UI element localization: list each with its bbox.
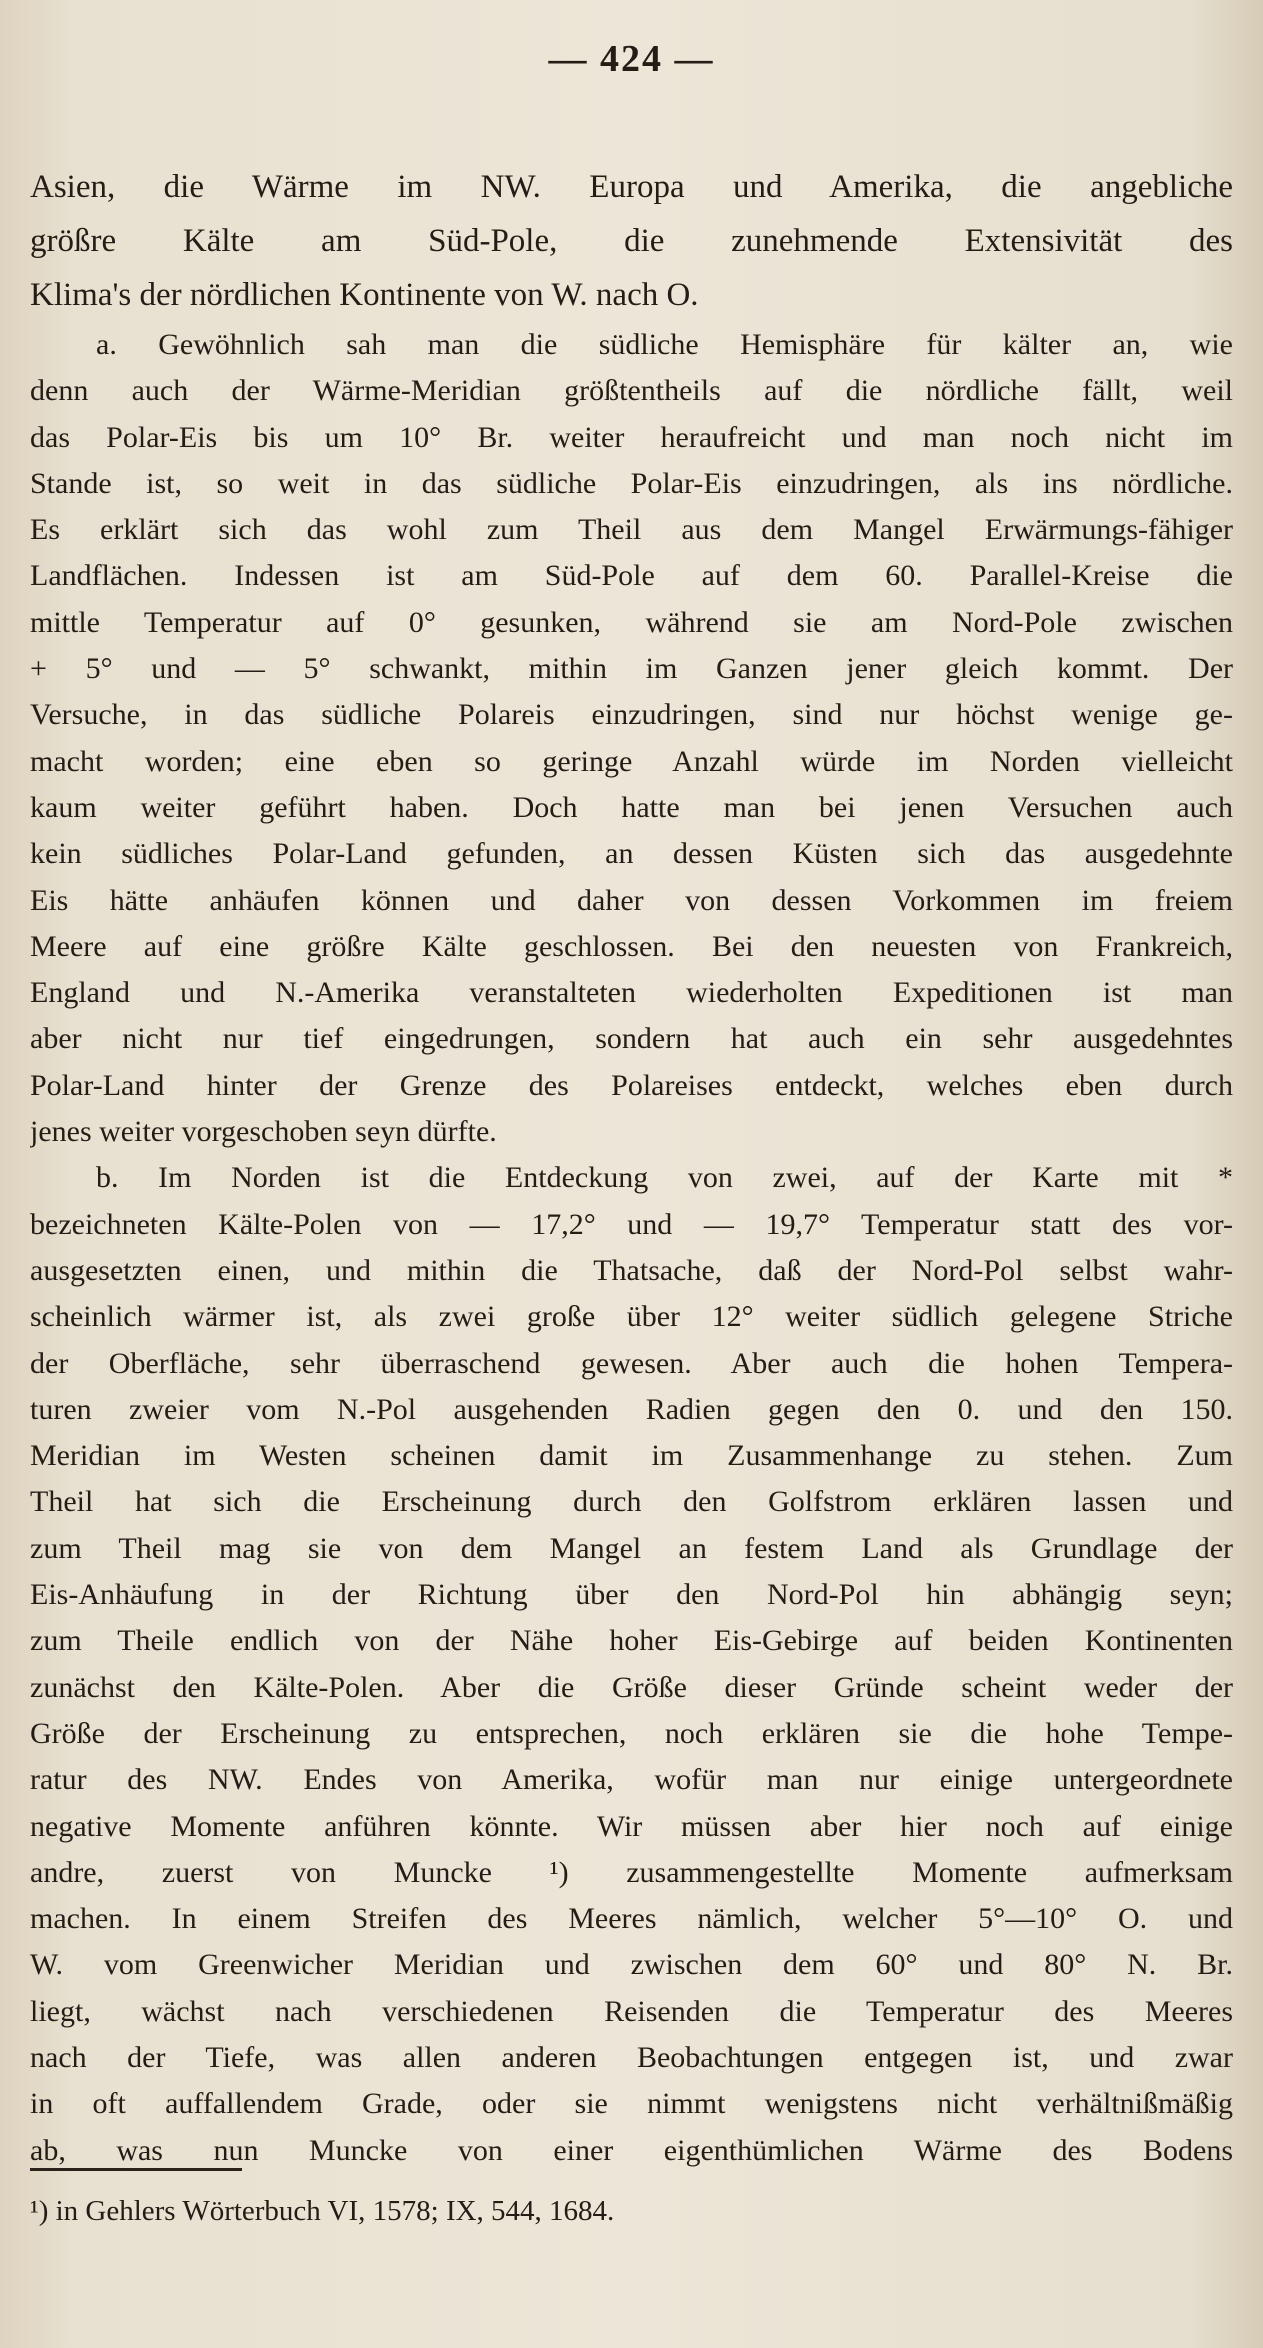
footnote-divider — [30, 2168, 242, 2171]
text-line: zum Theile endlich von der Nähe hoher Eis-Gebirge auf beiden Kontinenten — [30, 1624, 1233, 1658]
text-line: das Polar-Eis bis um 10° Br. weiter heraufreicht und man noch nicht im — [30, 420, 1233, 454]
text-line: England und N.-Amerika veranstalteten wiederholten Expeditionen ist man — [30, 976, 1233, 1010]
text-line: kaum weiter geführt haben. Doch hatte man bei jenen Versuchen auch — [30, 790, 1233, 824]
text-line: machen. In einem Streifen des Meeres nämlich, welcher 5°—10° O. und — [30, 1902, 1233, 1936]
text-line: Stande ist, so weit in das südliche Polar-Eis einzudringen, als ins nördliche. — [30, 466, 1233, 500]
text-line: ab, was nun Muncke von einer eigenthümlichen Wärme des Bodens — [30, 2133, 1233, 2167]
text-line: Klima's der nördlichen Kontinente von W. nach O. — [30, 277, 699, 313]
text-line: der Oberfläche, sehr überraschend gewesen. Aber auch die hohen Tempera- — [30, 1346, 1233, 1380]
text-line: macht worden; eine eben so geringe Anzahl würde im Norden vielleicht — [30, 744, 1233, 778]
text-line: denn auch der Wärme-Meridian größtentheils auf die nördliche fällt, weil — [30, 374, 1233, 408]
page-number: — 424 — — [548, 38, 715, 80]
text-line: Es erklärt sich das wohl zum Theil aus dem Mangel Erwärmungs-fähiger — [30, 513, 1233, 547]
text-line: Meere auf eine größre Kälte geschlossen. Bei den neuesten von Frankreich, — [30, 929, 1233, 963]
text-line: W. vom Greenwicher Meridian und zwischen dem 60° und 80° N. Br. — [30, 1948, 1233, 1982]
text-line: bezeichneten Kälte-Polen von — 17,2° und — 19,7° Temperatur statt des vor- — [30, 1207, 1233, 1241]
text-line: zunächst den Kälte-Polen. Aber die Größe dieser Gründe scheint weder der — [30, 1670, 1233, 1704]
text-line: größre Kälte am Süd-Pole, die zunehmende Extensivität des — [30, 223, 1233, 259]
text-line: scheinlich wärmer ist, als zwei große über 12° weiter südlich gelegene Striche — [30, 1300, 1233, 1334]
text-line: b. Im Norden ist die Entdeckung von zwei, auf der Karte mit * — [96, 1161, 1233, 1195]
text-line: jenes weiter vorgeschoben seyn dürfte. — [30, 1115, 497, 1149]
text-line: mittle Temperatur auf 0° gesunken, während sie am Nord-Pole zwischen — [30, 605, 1233, 639]
text-line: negative Momente anführen könnte. Wir müssen aber hier noch auf einige — [30, 1809, 1233, 1843]
text-line: Landflächen. Indessen ist am Süd-Pole auf dem 60. Parallel-Kreise die — [30, 559, 1233, 593]
text-line: kein südliches Polar-Land gefunden, an dessen Küsten sich das ausgedehnte — [30, 837, 1233, 871]
text-line: Eis hätte anhäufen können und daher von dessen Vorkommen im freiem — [30, 883, 1233, 917]
text-line: Eis-Anhäufung in der Richtung über den Nord-Pol hin abhängig seyn; — [30, 1578, 1233, 1612]
text-line: Polar-Land hinter der Grenze des Polareises entdeckt, welches eben durch — [30, 1068, 1233, 1102]
text-line: in oft auffallendem Grade, oder sie nimmt wenigstens nicht verhältnißmäßig — [30, 2087, 1233, 2121]
text-line: ausgesetzten einen, und mithin die Thatsache, daß der Nord-Pol selbst wahr- — [30, 1253, 1233, 1287]
footnote: ¹) in Gehlers Wörterbuch VI, 1578; IX, 544, 1684. — [30, 2195, 615, 2227]
text-line: + 5° und — 5° schwankt, mithin im Ganzen jener gleich kommt. Der — [30, 652, 1233, 686]
text-line: Theil hat sich die Erscheinung durch den Golfstrom erklären lassen und — [30, 1485, 1233, 1519]
text-line: Asien, die Wärme im NW. Europa und Amerika, die angebliche — [30, 169, 1233, 205]
text-line: Versuche, in das südliche Polareis einzudringen, sind nur höchst wenige ge- — [30, 698, 1233, 732]
text-line: zum Theil mag sie von dem Mangel an festem Land als Grundlage der — [30, 1531, 1233, 1565]
body-text — [30, 160, 1233, 2174]
text-line: nach der Tiefe, was allen anderen Beobachtungen entgegen ist, und zwar — [30, 2040, 1233, 2074]
text-line: a. Gewöhnlich sah man die südliche Hemisphäre für kälter an, wie — [96, 328, 1233, 361]
text-line: Größe der Erscheinung zu entsprechen, noch erklären sie die hohe Tempe- — [30, 1716, 1233, 1750]
text-line: aber nicht nur tief eingedrungen, sondern hat auch ein sehr ausgedehntes — [30, 1022, 1233, 1056]
text-line: andre, zuerst von Muncke ¹) zusammengestellte Momente aufmerksam — [30, 1855, 1233, 1889]
text-line: ratur des NW. Endes von Amerika, wofür man nur einige untergeordnete — [30, 1763, 1233, 1797]
text-line: Meridian im Westen scheinen damit im Zusammenhange zu stehen. Zum — [30, 1439, 1233, 1473]
text-line: liegt, wächst nach verschiedenen Reisenden die Temperatur des Meeres — [30, 1994, 1233, 2028]
text-line: turen zweier vom N.-Pol ausgehenden Radien gegen den 0. und den 150. — [30, 1392, 1233, 1426]
